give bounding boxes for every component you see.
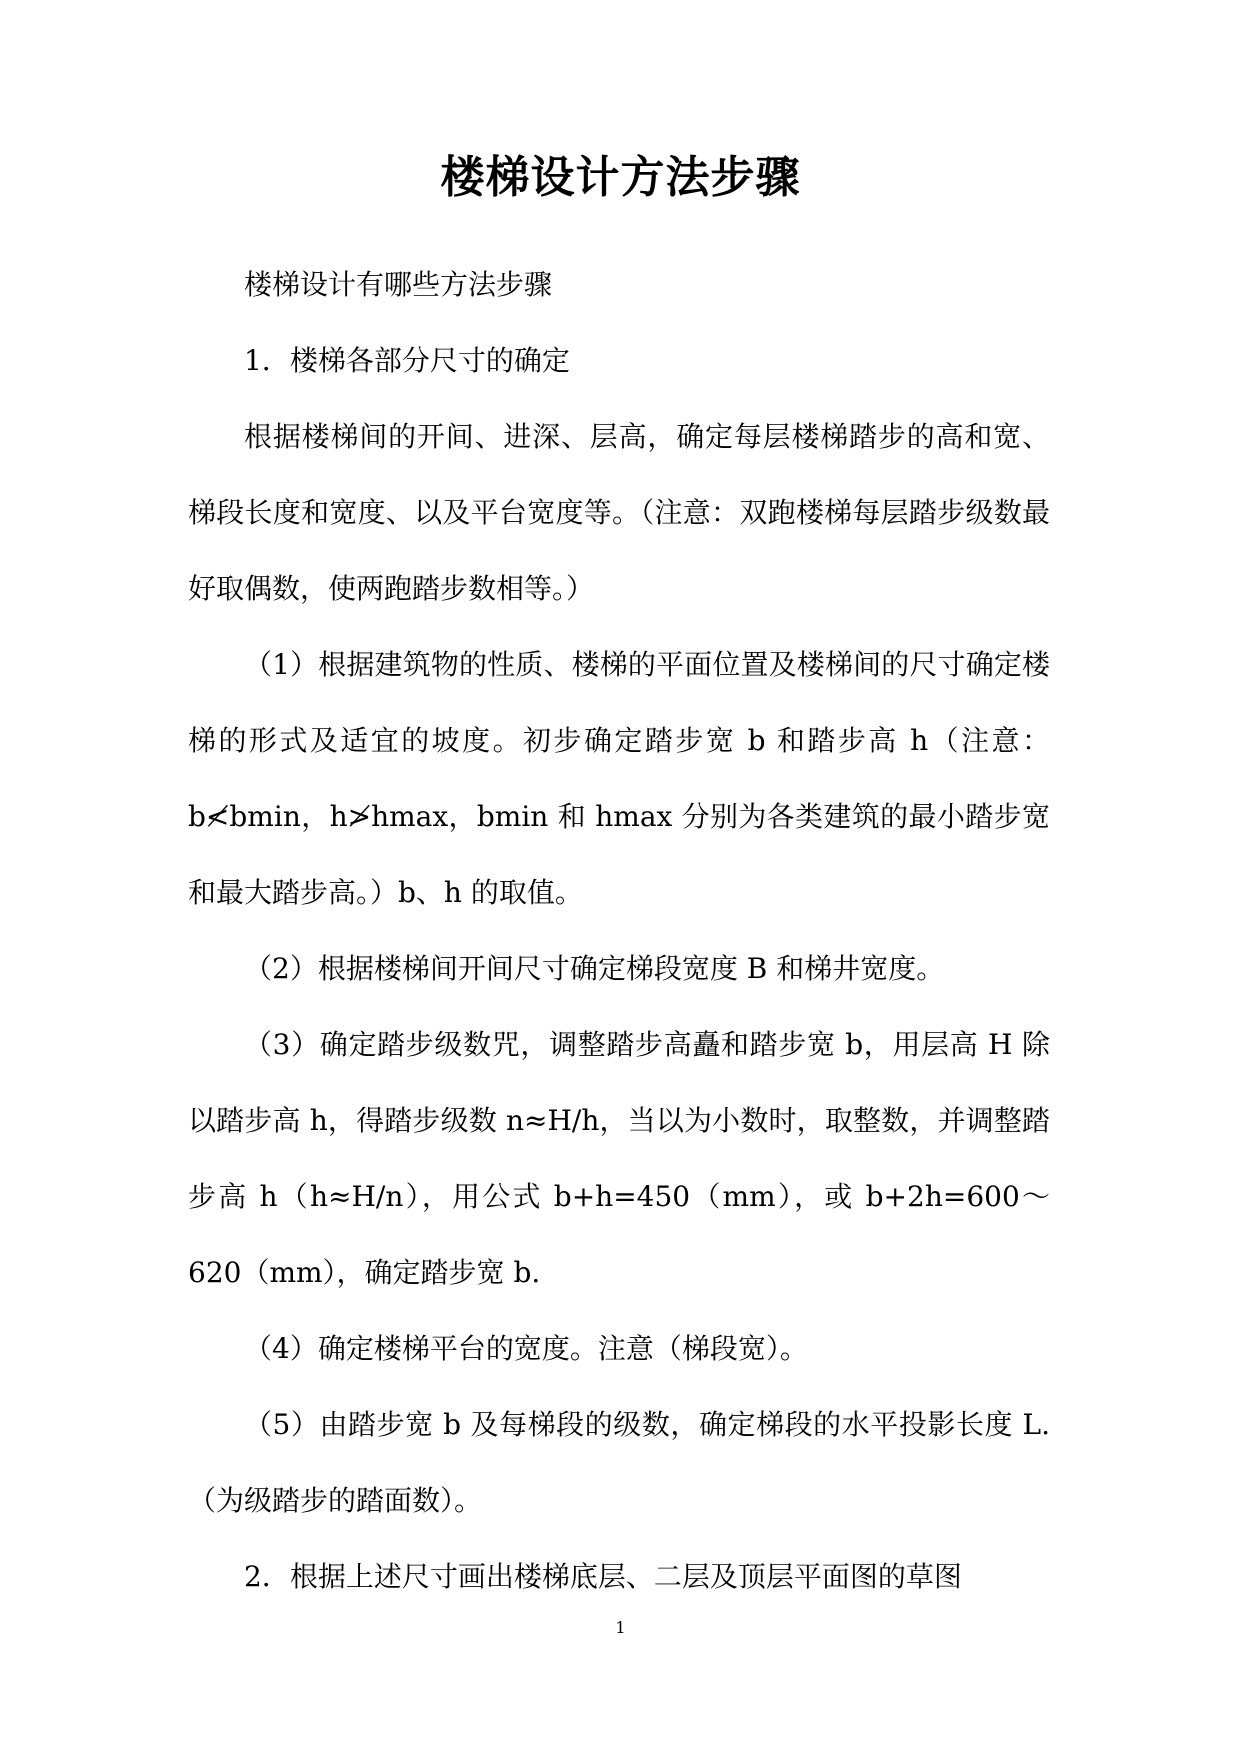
paragraph-dimension-basis: 根据楼梯间的开间、进深、层高，确定每层楼梯踏步的高和宽、梯段长度和宽度、以及平台宽度等。（注意：双跑楼梯每层踏步级数最好取偶数，使两跑踏步数相等。） (188, 420, 1050, 605)
paragraph-step-5: （5）由踏步宽 b 及每梯段的级数，确定梯段的水平投影长度 L.（为级踏步的踏面数）。 (188, 1408, 1050, 1517)
paragraph-step-3: （3）确定踏步级数咒，调整踏步高矗和踏步宽 b，用层高 H 除以踏步高 h，得踏步级数 n≈H/h，当以为小数时，取整数，并调整踏步高 h（h≈H/n），用公式 b+h=450（mm），或 b+2h=600～620（mm），确定踏步宽 b. (188, 1028, 1050, 1289)
paragraph-step-1: （1）根据建筑物的性质、楼梯的平面位置及楼梯间的尺寸确定楼梯的形式及适宜的坡度。初步确定踏步宽 b 和踏步高 h（注意：b≮bmin，h≯hmax，bmin 和 hmax 分别为各类建筑的最小踏步宽和最大踏步高。）b、h 的取值。 (188, 648, 1050, 909)
paragraph-section-2-heading: 2．根据上述尺寸画出楼梯底层、二层及顶层平面图的草图 (244, 1560, 962, 1593)
page-number: 1 (615, 1618, 626, 1637)
paragraph-step-4: （4）确定楼梯平台的宽度。注意（梯段宽）。 (244, 1332, 808, 1365)
paragraph-intro-question: 楼梯设计有哪些方法步骤 (244, 268, 553, 301)
document-body (188, 247, 1050, 1615)
paragraph-section-1-heading: 1．楼梯各部分尺寸的确定 (244, 344, 570, 377)
document-title: 楼梯设计方法步骤 (440, 152, 801, 203)
paragraph-step-2: （2）根据楼梯间开间尺寸确定梯段宽度 B 和梯井宽度。 (244, 952, 945, 985)
